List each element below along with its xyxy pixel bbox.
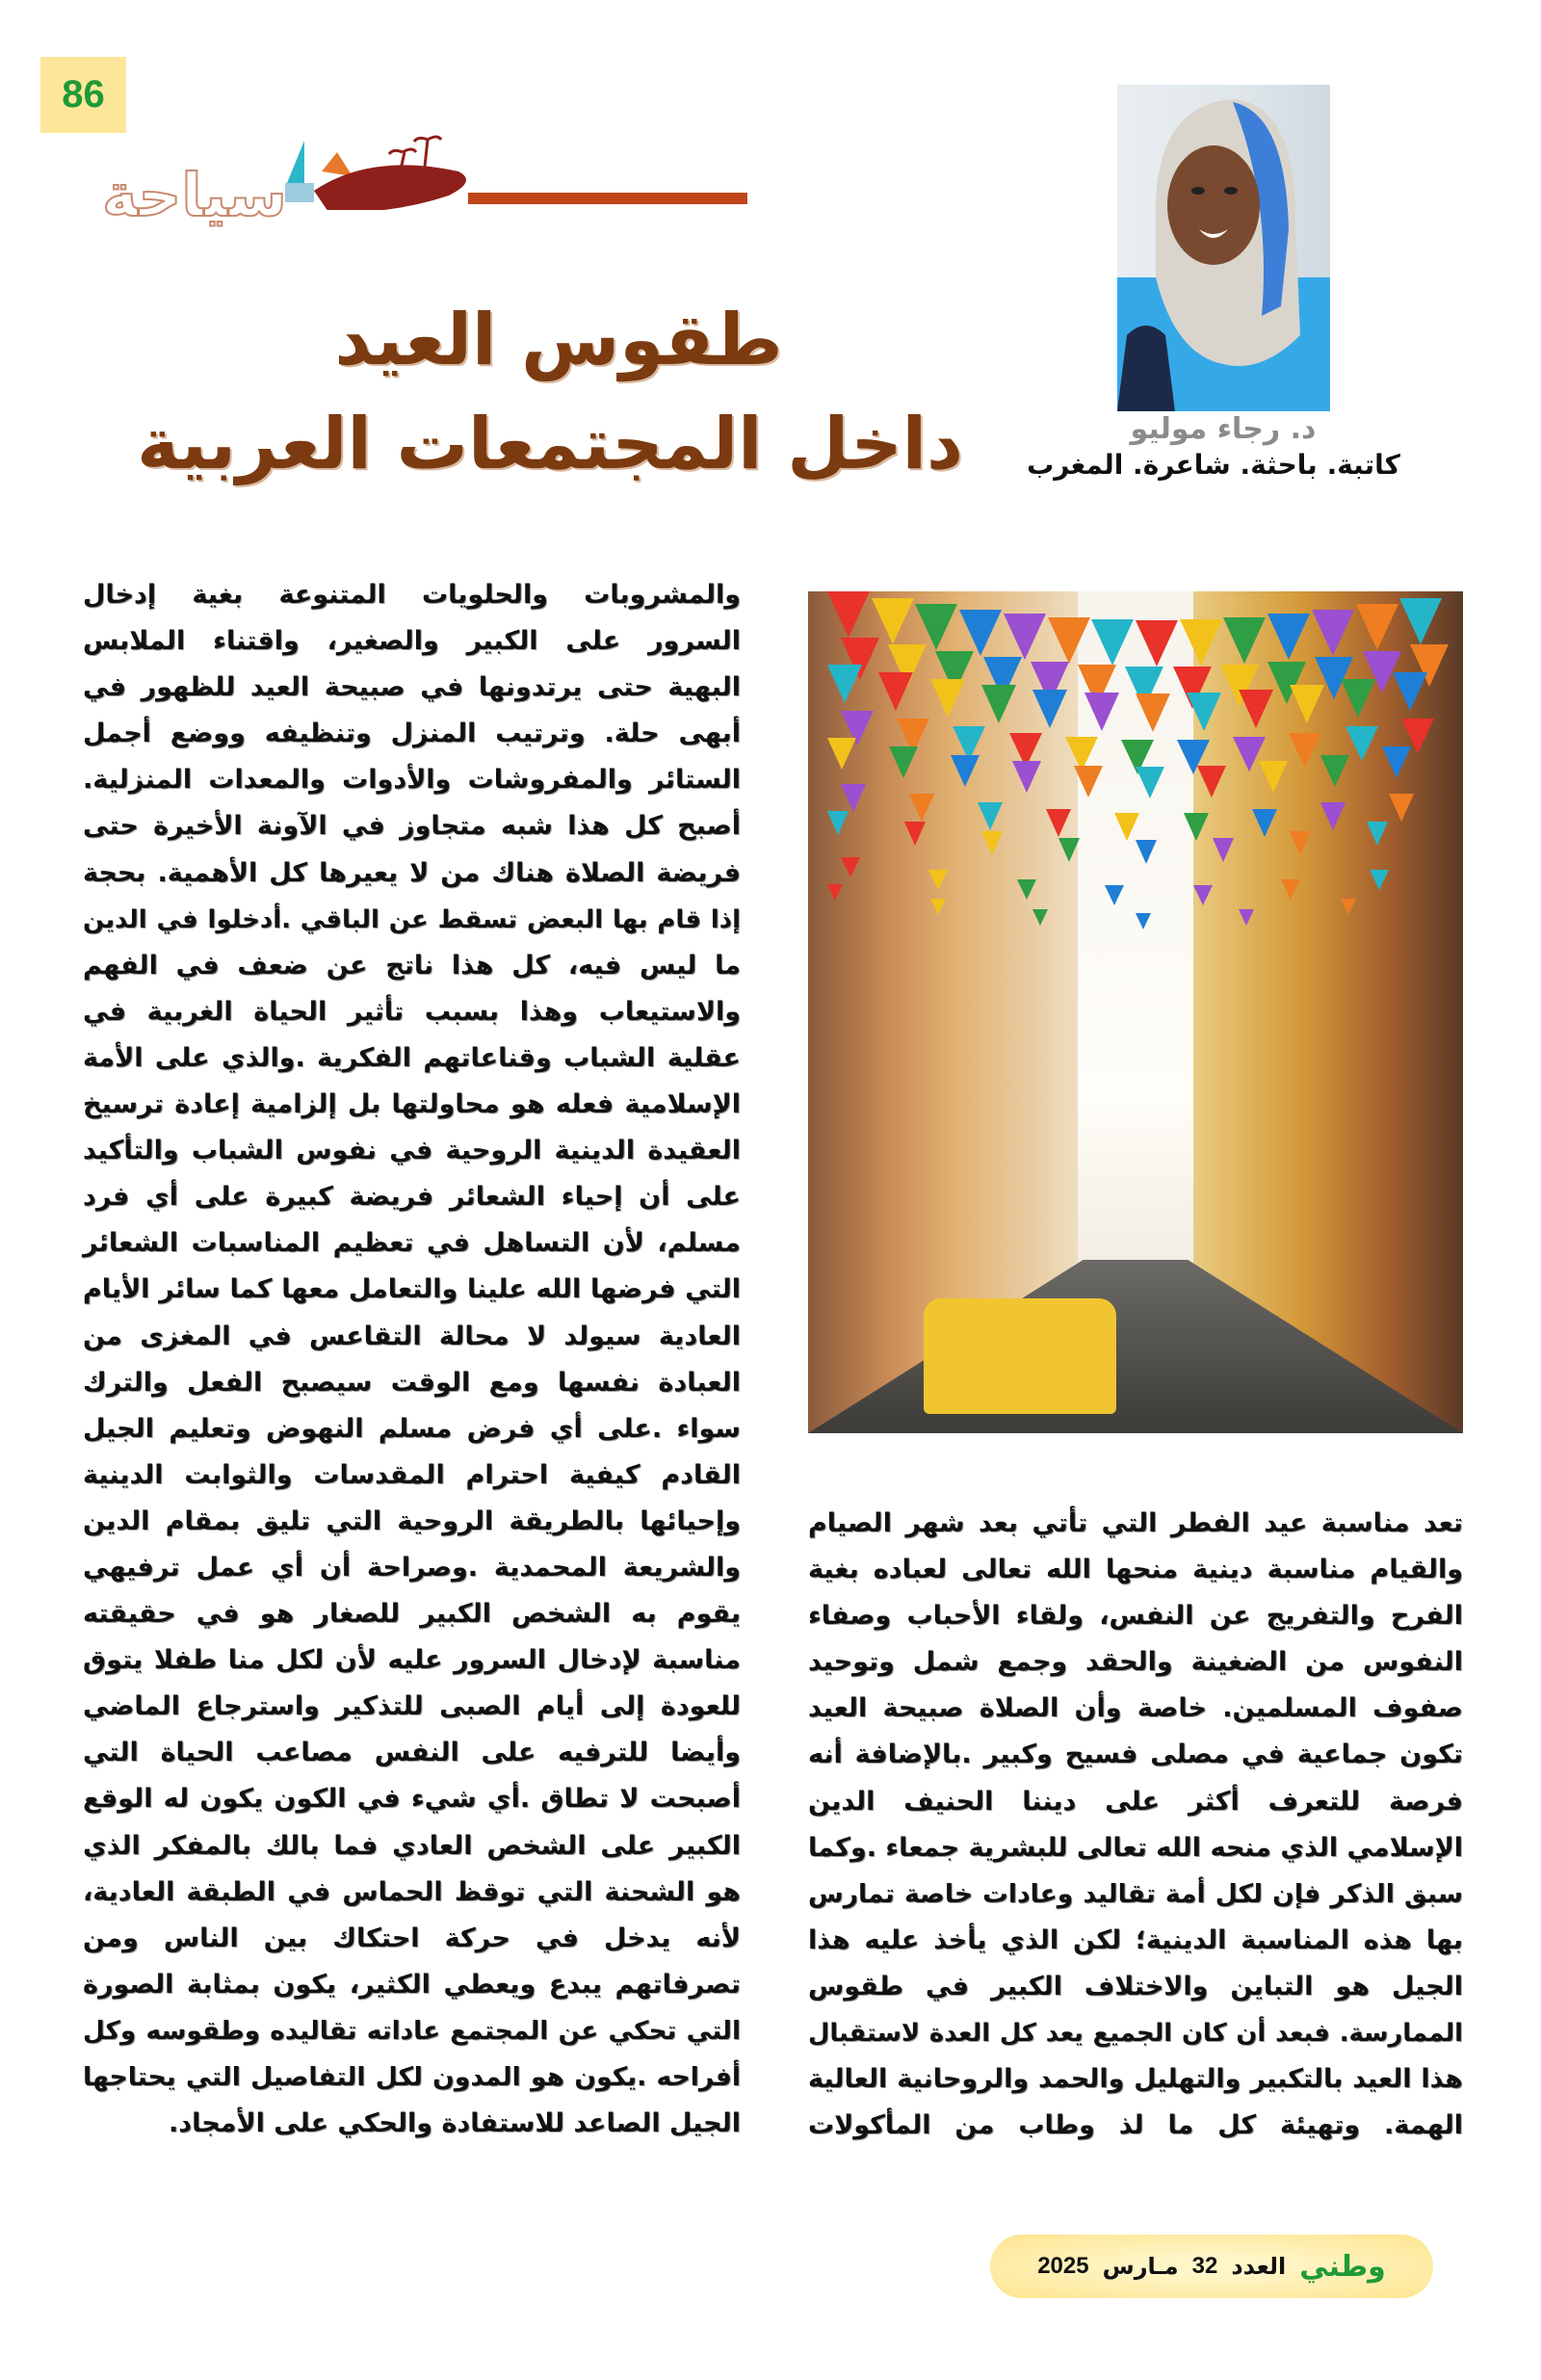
bunting-flag	[1004, 614, 1046, 660]
page-number: 86	[62, 73, 105, 116]
text-line: البهية حتى يرتدونها في صبيحة العيد للظهور في	[83, 672, 741, 703]
bunting-flag	[1341, 899, 1356, 915]
bunting-flag	[1180, 619, 1222, 666]
bunting-flag	[1393, 672, 1427, 711]
bunting-flag	[1370, 870, 1389, 890]
bunting-flag	[1193, 885, 1213, 905]
bunting-flag	[1382, 746, 1411, 778]
bunting-flag	[1259, 761, 1288, 793]
text-line: تعد مناسبة عيد الفطر التي تأتي بعد شهر الصيام	[808, 1508, 1463, 1538]
text-line: هو الشحنة التي توقظ الحماس في الطبقة العادية،	[83, 1876, 741, 1907]
text-line: والشريعة المحمدية .وصراحة أن أي عمل ترفيهي	[83, 1552, 741, 1582]
bunting-flag	[981, 831, 1003, 855]
bunting-flag	[1345, 726, 1378, 761]
bunting-flag	[841, 857, 860, 877]
bunting-flag	[1320, 802, 1345, 830]
text-line: وأيضا للترفيه على النفس مصاعب الحياة التي	[83, 1738, 741, 1768]
text-line: الكبير على الشخص العادي فما بالك بالمفكر الذي	[83, 1830, 741, 1861]
bunting-flag	[1074, 766, 1103, 798]
bunting-flag	[1105, 885, 1124, 905]
bunting-flag	[1267, 614, 1310, 660]
author-role: كاتبة. باحثة. شاعرة. المغرب	[1027, 449, 1400, 481]
bunting-flag	[1312, 610, 1354, 656]
bunting-flag	[1399, 598, 1442, 644]
bunting-flag	[1389, 794, 1414, 822]
text-line: الفرح والتفريج عن النفس، ولقاء الأحباب وصفاء	[808, 1601, 1463, 1632]
text-line: الإسلامي الذي منحه الله تعالى للبشرية جمعاء .وكما	[808, 1832, 1463, 1863]
bunting-flag	[1281, 879, 1300, 900]
bunting-flag	[889, 746, 918, 778]
text-line: يقوم به الشخص الكبير للصغار هو في حقيقته	[83, 1599, 741, 1630]
bunting-flag	[1187, 693, 1221, 731]
bunting-flag	[1136, 767, 1164, 798]
text-line: بها هذه المناسبة الدينية؛ لكن الذي يأخذ عليه هذا	[808, 1924, 1463, 1955]
street-bunting-photo	[808, 591, 1463, 1433]
bunting-flag	[1213, 838, 1234, 862]
bunting-flag	[1114, 813, 1139, 841]
bunting-flag	[841, 784, 866, 812]
bunting-flag	[1136, 840, 1157, 864]
bunting-flag	[959, 610, 1002, 656]
text-line: الجيل هو التباين والاختلاف الكبير في طقوس	[808, 1971, 1463, 2001]
bunting-flag	[909, 794, 934, 822]
text-line: الستائر والمفروشات والأدوات والمعدات المنزلية.	[83, 765, 741, 796]
bunting-flag	[928, 870, 948, 890]
article-column-right	[808, 1501, 1463, 2149]
bunting-flag	[1136, 693, 1170, 732]
bunting-flag	[930, 679, 965, 718]
text-line: للعودة إلى أيام الصبى للتذكير واسترجاع الماضي	[83, 1691, 741, 1722]
bunting-flag	[827, 811, 849, 835]
magazine-name: وطني	[1299, 2249, 1386, 2284]
article-title-line1: طقوس العيد	[334, 299, 783, 381]
text-line: السرور على الكبير والصغير، واقتناء الملابس	[83, 626, 741, 657]
bunting-flag	[827, 884, 843, 901]
text-line: تكون جماعية في مصلى فسيح وكبير .بالإضافة أنه	[808, 1739, 1463, 1770]
bunting-flag	[1289, 733, 1321, 768]
text-line: أفراحه .يكون هو المدون لكل التفاصيل التي يحتاجها	[83, 2062, 741, 2092]
text-line: هذا العيد بالتكبير والتهليل والحمد والروحانية العالية	[808, 2064, 1463, 2095]
text-line: فرصة للتعرف أكثر على ديننا الحنيف الدين	[808, 1786, 1463, 1817]
author-name: د. رجاء موليو	[1130, 412, 1317, 446]
bunting-flag	[1252, 809, 1277, 837]
bunting-flag	[1197, 766, 1226, 798]
photo-street	[808, 1260, 1463, 1433]
text-line: وإحيائها بالطريقة الروحية التي تليق بمقام الدين	[83, 1505, 741, 1536]
bunting-flag	[930, 899, 946, 915]
text-line: العقيدة الدينية الروحية في نفوس الشباب والتأكيد	[83, 1136, 741, 1166]
bunting-flag	[827, 665, 862, 703]
issue-month: مـارس	[1102, 2253, 1179, 2280]
article-title-line2: داخل المجتمعات العربية	[137, 403, 963, 485]
text-line: العادية سيولد لا محالة التقاعس في المغزى من	[83, 1321, 741, 1351]
text-line: على أن إحياء الشعائر فريضة كبيرة على أي فرد	[83, 1182, 741, 1213]
bunting-flag	[1320, 755, 1349, 787]
text-line: الهمة. وتهيئة كل ما لذ وطاب من المأكولات	[808, 2110, 1463, 2141]
issue-number: 32	[1191, 2253, 1218, 2279]
bunting-flag	[978, 802, 1003, 830]
bunting-flag	[1017, 879, 1036, 900]
issue-year: 2025	[1037, 2253, 1089, 2279]
bunting-flag	[1032, 690, 1067, 728]
text-line: فريضة الصلاة هناك من لا يعيرها كل الأهمية. بحجة	[83, 857, 741, 888]
bunting-flag	[827, 738, 856, 770]
text-line: مناسبة لإدخال السرور عليه لأن لكل منا طفلا يتوق	[83, 1645, 741, 1676]
text-line: مسلم، لأن التساهل في تعظيم المناسبات الشعائر	[83, 1228, 741, 1259]
bunting-flag	[1239, 909, 1254, 926]
section-title: سياحة	[102, 160, 287, 230]
bunting-flag	[1290, 685, 1324, 723]
text-line: لأنه يدخل في حركة احتكاك بين الناس ومن	[83, 1922, 741, 1953]
text-line: أصبح كل هذا شبه متجاوز في الآونة الأخيرة حتى	[83, 811, 741, 842]
bunting-flag	[1367, 822, 1388, 846]
text-line: تصرفاتهم يبدع ويعطي الكثير، يكون بمثابة الصورة	[83, 1969, 741, 2000]
bunting-flag	[1136, 620, 1178, 667]
bunting-flag	[827, 591, 870, 638]
footer-issue-info	[990, 2235, 1433, 2298]
bunting-flag	[1184, 813, 1209, 841]
text-line: والاستيعاب وهذا بسبب تأثير الحياة الغربية في	[83, 996, 741, 1027]
photo-car	[924, 1298, 1116, 1414]
bunting-flag	[915, 604, 957, 650]
text-line: سواء .على أي فرض مسلم النهوض وتعليم الجيل	[83, 1413, 741, 1444]
bunting-flag	[1356, 604, 1398, 650]
bunting-flag	[1223, 617, 1266, 664]
bunting-flag	[1046, 809, 1071, 837]
bunting-flag	[878, 672, 913, 711]
text-line: القادم كيفية احترام المقدسات والثوابت الدينية	[83, 1459, 741, 1490]
bunting-flag	[1084, 693, 1119, 731]
text-line: سبق الذكر فإن لكل أمة تقاليد وعادات خاصة تمارس	[808, 1878, 1463, 1909]
issue-label: العدد	[1231, 2253, 1287, 2280]
bunting-flag	[1058, 838, 1080, 862]
text-line: والقيام مناسبة دينية منحها الله تعالى لعباده بغية	[808, 1555, 1463, 1585]
text-line: صفوف المسلمين. خاصة وأن الصلاة صبيحة العيد	[808, 1693, 1463, 1724]
text-line: ما ليس فيه، كل هذا ناتج عن ضعف في الفهم	[83, 950, 741, 981]
text-line: أصبحت لا تطاق .أي شيء في الكون يكون له الوقع	[83, 1784, 741, 1815]
bunting-flag	[1341, 679, 1375, 718]
page-number-badge	[40, 57, 126, 133]
section-logo	[102, 123, 651, 231]
bunting-flag	[981, 685, 1016, 723]
text-line: الإسلامية فعله هو محاولتها بل إلزامية إعادة ترسيخ	[83, 1089, 741, 1120]
text-line: إذا قام بها البعض تسقط عن الباقي .أدخلوا في الدين	[83, 904, 741, 934]
text-line: النفوس من الضغينة والحقد وجمع شمل وتوحيد	[808, 1647, 1463, 1678]
text-line: الجيل الصاعد للاستفادة والحكي على الأمجاد.	[169, 2108, 741, 2139]
text-line: عقلية الشباب وقناعاتهم الفكرية .والذي على الأمة	[83, 1042, 741, 1073]
section-divider	[468, 193, 747, 204]
text-line: العبادة نفسها ومع الوقت سيصبح الفعل والترك	[83, 1367, 741, 1398]
bunting-flag	[1290, 831, 1311, 855]
article-column-left	[83, 572, 741, 2147]
bunting-flag	[904, 822, 926, 846]
bunting-flag	[1048, 617, 1090, 664]
bunting-flag	[1012, 761, 1041, 793]
bunting-flag	[1091, 619, 1134, 666]
text-line: الممارسة. فبعد أن كان الجميع يعد كل العدة لاستقبال	[808, 2019, 1463, 2049]
text-line: أبهى حلة. وترتيب المنزل وتنظيفه ووضع أجمل	[83, 719, 741, 749]
text-line: التي فرضها الله علينا والتعامل معها كما سائر الأيام	[83, 1274, 741, 1305]
bunting-flag	[1032, 909, 1048, 926]
text-line: والمشروبات والحلويات المتنوعة بغية إدخال	[83, 580, 741, 610]
bunting-flag	[951, 755, 979, 787]
bunting-flag	[1136, 913, 1151, 929]
text-line: التي تحكي عن المجتمع عاداته تقاليده وطقوسه وكل	[83, 2016, 741, 2046]
bunting-flag	[1239, 690, 1273, 728]
author-photo	[1117, 85, 1330, 411]
